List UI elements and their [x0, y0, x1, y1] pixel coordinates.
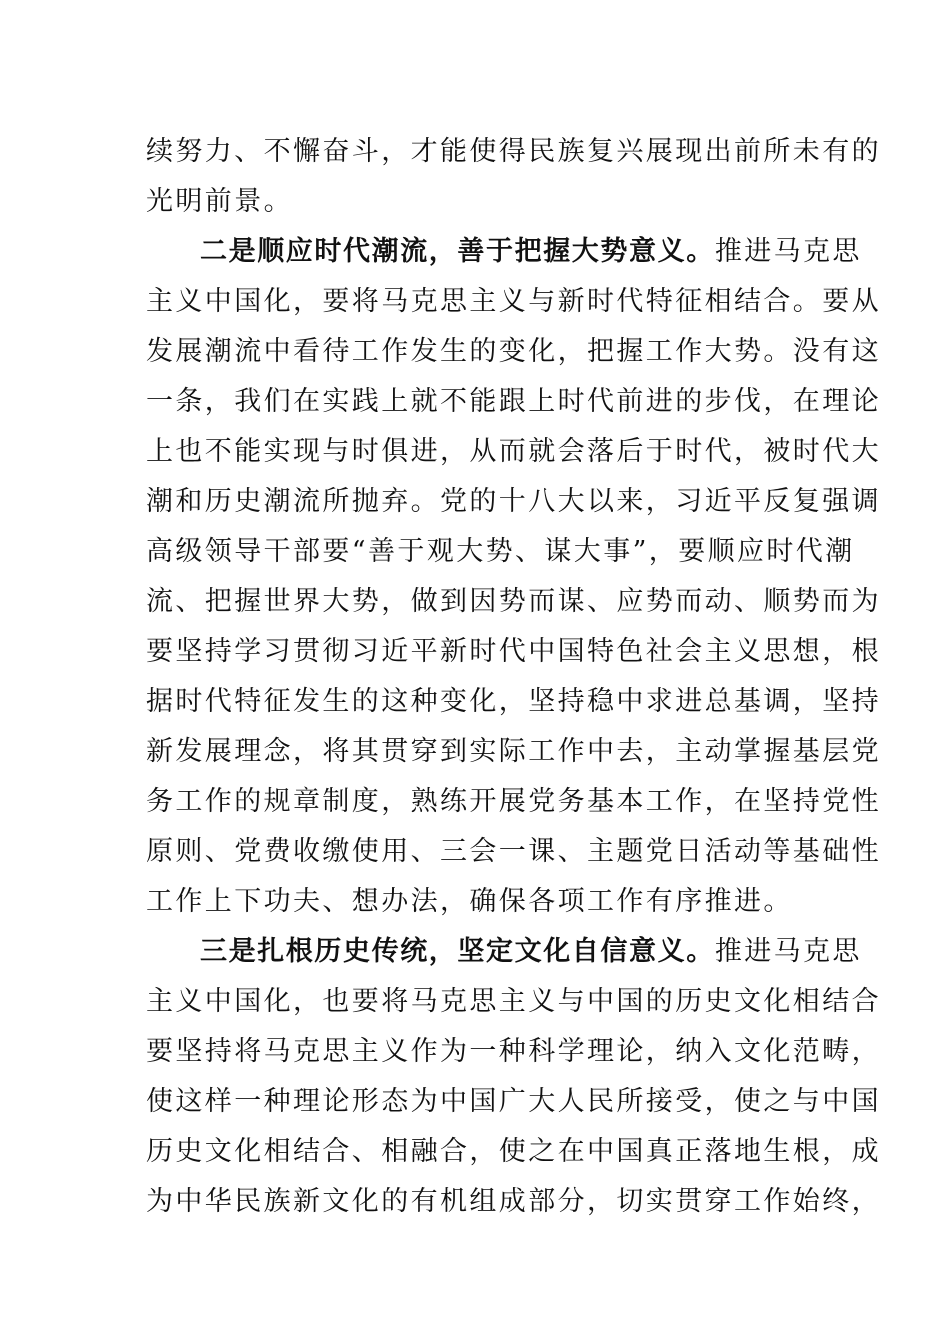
paragraph-heading-line: [146, 927, 862, 977]
paragraph-heading: 三是扎根历史传统，坚定文化自信意义。: [200, 936, 715, 967]
text-line: 历史文化相结合、相融合，使之在中国真正落地生根，成: [146, 1136, 881, 1167]
text-line: 流、把握世界大势，做到因势而谋、应势而动、顺势而为: [146, 586, 881, 617]
text-line: 要坚持将马克思主义作为一种科学理论，纳入文化范畴，: [146, 1036, 881, 1067]
paragraph-heading-line: [146, 227, 862, 277]
body-text: [146, 127, 881, 1227]
text-line: 主义中国化，也要将马克思主义与中国的历史文化相结合: [146, 986, 881, 1017]
text-line: 一条，我们在实践上就不能跟上时代前进的步伐，在理论: [146, 386, 881, 417]
text-line: 为中华民族新文化的有机组成部分，切实贯穿工作始终，: [146, 1186, 881, 1217]
text-line: 续努力、不懈奋斗，才能使得民族复兴展现出前所未有的: [146, 136, 881, 167]
text-line: 高级领导干部要“善于观大势、谋大事”，要顺应时代潮: [146, 536, 855, 567]
text-line: 据时代特征发生的这种变化，坚持稳中求进总基调，坚持: [146, 686, 881, 717]
text-line: 使这样一种理论形态为中国广大人民所接受，使之与中国: [146, 1086, 881, 1117]
paragraph-text: 推进马克思: [714, 936, 862, 967]
text-line: 潮和历史潮流所抛弃。党的十八大以来，习近平反复强调: [146, 486, 881, 517]
text-line: 工作上下功夫、想办法，确保各项工作有序推进。: [146, 886, 793, 917]
text-line: 主义中国化，要将马克思主义与新时代特征相结合。要从: [146, 286, 881, 317]
paragraph-text: 推进马克思: [714, 236, 862, 267]
text-line: 要坚持学习贯彻习近平新时代中国特色社会主义思想，根: [146, 636, 881, 667]
text-line: 光明前景。: [146, 186, 293, 217]
text-line: 上也不能实现与时俱进，从而就会落后于时代，被时代大: [146, 436, 881, 467]
text-line: 新发展理念，将其贯穿到实际工作中去，主动掌握基层党: [146, 736, 881, 767]
text-line: 务工作的规章制度，熟练开展党务基本工作，在坚持党性: [146, 786, 881, 817]
paragraph-heading: 二是顺应时代潮流，善于把握大势意义。: [200, 236, 715, 267]
text-line: 发展潮流中看待工作发生的变化，把握工作大势。没有这: [146, 336, 881, 367]
text-line: 原则、党费收缴使用、三会一课、主题党日活动等基础性: [146, 836, 881, 867]
